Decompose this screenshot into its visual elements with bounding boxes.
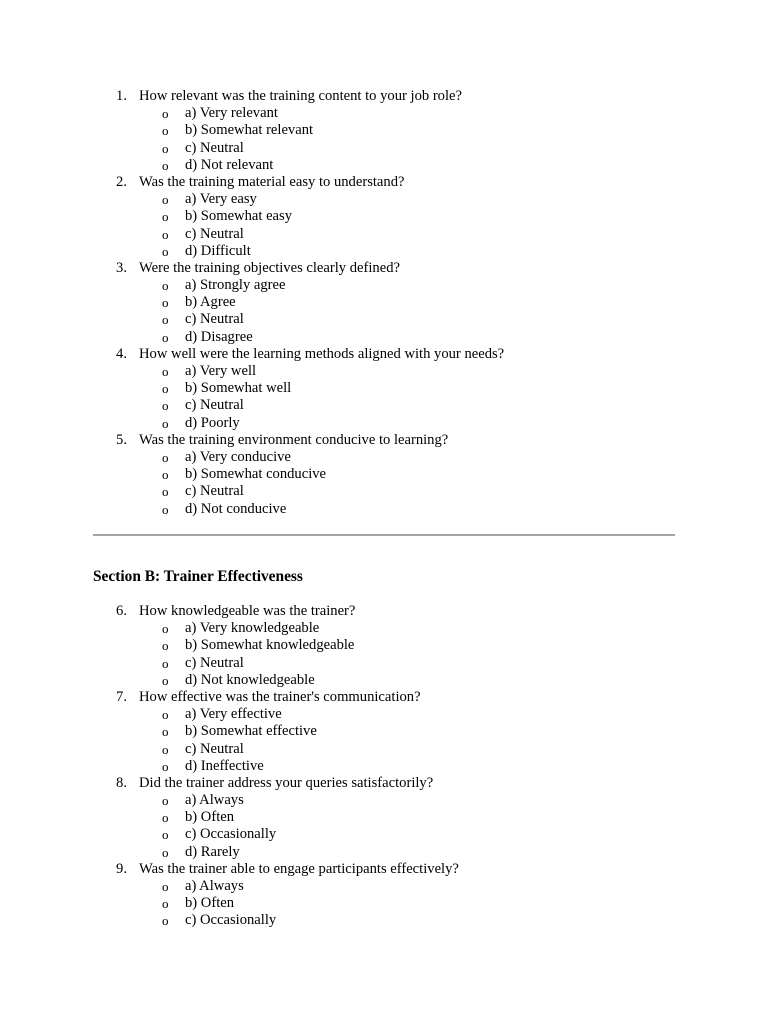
question-item	[0, 346, 768, 363]
answer-option	[0, 380, 768, 397]
hollow-bullet-icon: o	[162, 415, 169, 431]
question-text: Was the training material easy to understand?	[139, 173, 405, 190]
question-item	[0, 174, 768, 191]
hollow-bullet-icon: o	[162, 209, 169, 225]
answer-option-label: a) Strongly agree	[185, 277, 286, 294]
hollow-bullet-icon: o	[162, 467, 169, 483]
hollow-bullet-icon: o	[162, 140, 169, 156]
hollow-bullet-icon: o	[162, 844, 169, 860]
answer-option-label: d) Not conducive	[185, 500, 287, 517]
hollow-bullet-icon: o	[162, 896, 169, 912]
hollow-bullet-icon: o	[162, 827, 169, 843]
hollow-bullet-icon: o	[162, 758, 169, 774]
answer-option-label: b) Often	[185, 895, 235, 912]
hollow-bullet-icon: o	[162, 810, 169, 826]
answer-option	[0, 208, 768, 225]
hollow-bullet-icon: o	[162, 192, 169, 208]
answer-option	[0, 792, 768, 809]
answer-option-label: d) Not relevant	[185, 156, 274, 173]
hollow-bullet-icon: o	[162, 123, 169, 139]
answer-option-label: c) Neutral	[185, 654, 244, 671]
question-text: Did the trainer address your queries satisfactorily?	[139, 774, 434, 791]
answer-option	[0, 809, 768, 826]
answer-option	[0, 912, 768, 929]
answer-option-label: b) Somewhat conducive	[185, 466, 327, 483]
answer-option-label: a) Very relevant	[185, 105, 278, 122]
answer-option-label: d) Rarely	[185, 843, 240, 860]
hollow-bullet-icon: o	[162, 621, 169, 637]
hollow-bullet-icon: o	[162, 295, 169, 311]
answer-option-label: b) Somewhat knowledgeable	[185, 637, 355, 654]
hollow-bullet-icon: o	[162, 398, 169, 414]
hollow-bullet-icon: o	[162, 329, 169, 345]
answer-option	[0, 501, 768, 518]
answer-option	[0, 140, 768, 157]
answer-option	[0, 311, 768, 328]
answer-option-label: c) Occasionally	[185, 912, 277, 929]
answer-option	[0, 191, 768, 208]
question-item	[0, 775, 768, 792]
answer-option-label: c) Neutral	[185, 139, 244, 156]
question-number: 5.	[116, 431, 127, 448]
answer-option	[0, 672, 768, 689]
question-number: 1.	[116, 88, 127, 104]
answer-option-label: b) Somewhat effective	[185, 723, 317, 740]
question-item	[0, 432, 768, 449]
question-item	[0, 88, 768, 105]
answer-option-label: a) Very easy	[185, 191, 257, 208]
answer-option-label: d) Disagree	[185, 328, 253, 345]
hollow-bullet-icon: o	[162, 278, 169, 294]
question-item	[0, 861, 768, 878]
hollow-bullet-icon: o	[162, 364, 169, 379]
hollow-bullet-icon: o	[162, 913, 169, 929]
hollow-bullet-icon: o	[162, 484, 169, 500]
hollow-bullet-icon: o	[162, 793, 169, 809]
answer-option-label: d) Poorly	[185, 414, 240, 431]
answer-option	[0, 243, 768, 260]
section-b-question-list	[0, 603, 768, 930]
answer-option-label: c) Neutral	[185, 397, 244, 414]
question-item	[0, 603, 768, 620]
question-number: 2.	[116, 173, 127, 190]
answer-option	[0, 620, 768, 637]
answer-option-label: c) Occasionally	[185, 826, 277, 843]
answer-option	[0, 706, 768, 723]
section-b-title: Section B: Trainer Effectiveness	[93, 568, 303, 585]
answer-option-label: a) Very well	[185, 363, 257, 379]
answer-option-label: a) Very knowledgeable	[185, 620, 320, 637]
hollow-bullet-icon: o	[162, 724, 169, 740]
hollow-bullet-icon: o	[162, 226, 169, 242]
answer-option-label: c) Neutral	[185, 311, 244, 328]
hollow-bullet-icon: o	[162, 879, 169, 894]
question-text: How relevant was the training content to your job role?	[139, 88, 462, 104]
answer-option-label: b) Often	[185, 809, 235, 826]
answer-option	[0, 844, 768, 861]
hollow-bullet-icon: o	[162, 655, 169, 671]
answer-option	[0, 826, 768, 843]
answer-option	[0, 895, 768, 912]
section-a-question-list	[0, 88, 768, 518]
question-text: Was the trainer able to engage participants effectively?	[139, 860, 459, 877]
answer-option-label: c) Neutral	[185, 740, 244, 757]
answer-option-label: d) Difficult	[185, 242, 251, 259]
answer-option-label: b) Somewhat relevant	[185, 122, 314, 139]
question-number: 7.	[116, 688, 127, 705]
answer-option	[0, 122, 768, 139]
answer-option	[0, 466, 768, 483]
hollow-bullet-icon: o	[162, 243, 169, 259]
answer-option	[0, 415, 768, 432]
answer-option	[0, 723, 768, 740]
question-number: 8.	[116, 774, 127, 791]
answer-option-label: c) Neutral	[185, 225, 244, 242]
question-text: How effective was the trainer's communication?	[139, 688, 421, 705]
hollow-bullet-icon: o	[162, 707, 169, 723]
hollow-bullet-icon: o	[162, 741, 169, 757]
answer-option-label: c) Neutral	[185, 483, 244, 500]
question-text: How knowledgeable was the trainer?	[139, 603, 356, 619]
section-divider	[93, 534, 675, 536]
question-number: 6.	[116, 603, 127, 619]
hollow-bullet-icon: o	[162, 312, 169, 328]
question-text: How well were the learning methods aligned with your needs?	[139, 345, 505, 362]
hollow-bullet-icon: o	[162, 106, 169, 122]
question-number: 9.	[116, 860, 127, 877]
answer-option	[0, 277, 768, 294]
answer-option	[0, 878, 768, 895]
answer-option-label: a) Very effective	[185, 706, 282, 723]
answer-option	[0, 397, 768, 414]
question-text: Was the training environment conducive to learning?	[139, 431, 449, 448]
answer-option	[0, 363, 768, 380]
question-item	[0, 260, 768, 277]
answer-option	[0, 329, 768, 346]
hollow-bullet-icon: o	[162, 672, 169, 688]
answer-option	[0, 157, 768, 174]
answer-option-label: b) Somewhat easy	[185, 208, 292, 225]
question-number: 4.	[116, 345, 127, 362]
answer-option-label: d) Ineffective	[185, 757, 264, 774]
answer-option-label: a) Always	[185, 792, 244, 809]
question-item	[0, 689, 768, 706]
hollow-bullet-icon: o	[162, 157, 169, 173]
answer-option	[0, 741, 768, 758]
answer-option-label: b) Somewhat well	[185, 380, 292, 397]
answer-option	[0, 449, 768, 466]
question-number: 3.	[116, 259, 127, 276]
answer-option	[0, 226, 768, 243]
answer-option-label: b) Agree	[185, 294, 236, 311]
answer-option-label: a) Very conducive	[185, 448, 291, 465]
answer-option	[0, 105, 768, 122]
answer-option	[0, 655, 768, 672]
answer-option-label: d) Not knowledgeable	[185, 671, 315, 688]
hollow-bullet-icon: o	[162, 638, 169, 654]
answer-option	[0, 758, 768, 775]
answer-option	[0, 637, 768, 654]
question-text: Were the training objectives clearly defined?	[139, 259, 400, 276]
answer-option	[0, 483, 768, 500]
hollow-bullet-icon: o	[162, 449, 169, 465]
hollow-bullet-icon: o	[162, 381, 169, 397]
answer-option-label: a) Always	[185, 878, 244, 894]
hollow-bullet-icon: o	[162, 501, 169, 517]
answer-option	[0, 294, 768, 311]
